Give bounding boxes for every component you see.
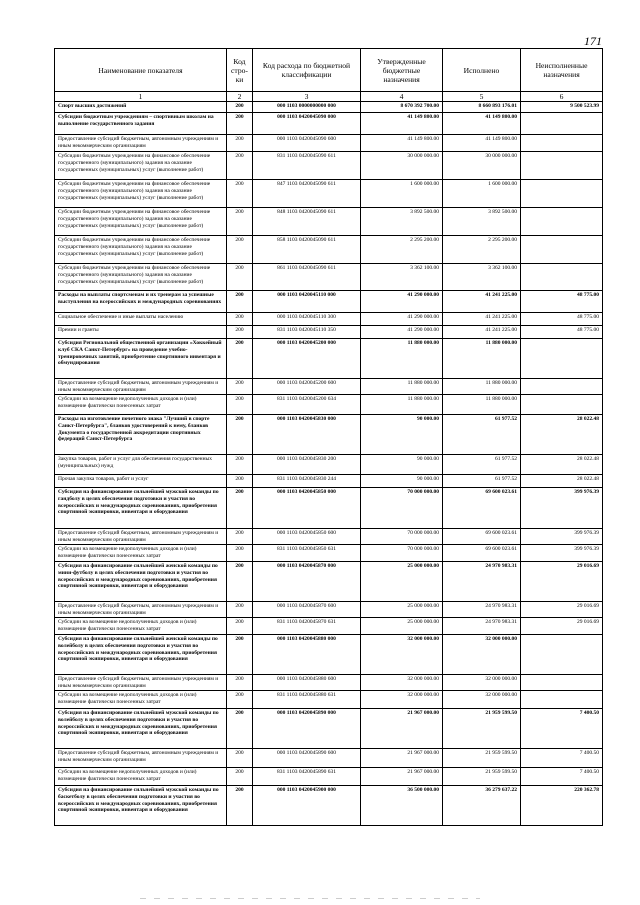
row-unexecuted [521,379,603,395]
table-row [55,208,603,236]
table-row [55,602,603,618]
row-unexecuted [521,152,603,180]
row-name: Расходы на изготовление почетного знака "Лучший в спорте Санкт-Петербурга", бланков удостоверений к нему, бланков Документа о государственной аккредитации спортивных федераций Санкт-Петербурга [55,415,227,455]
row-executed: 21 959 599.50 [443,749,521,768]
row-unexecuted: 7 400.50 [521,749,603,768]
row-code: 200 [227,395,253,415]
header-code: Код стро-ки [227,49,253,92]
row-kbk: 000 1103 0420045200 000 [253,339,361,379]
table-row [55,291,603,313]
row-code: 200 [227,529,253,545]
table-row [55,675,603,691]
row-approved: 41 290 000.00 [361,313,443,326]
row-approved: 30 000 000.00 [361,152,443,180]
row-unexecuted: 29 016.69 [521,602,603,618]
table-row [55,113,603,135]
row-code: 200 [227,749,253,768]
row-executed: 32 000 000.00 [443,675,521,691]
row-kbk: 000 1103 0420045110 000 [253,291,361,313]
row-name: Субсидия Региональной общественной организации «Хоккейный клуб СКА Санкт-Петербург» на проведение учебно-тренировочных занятий, приобретение спортивного инвентаря и обмундирования [55,339,227,379]
row-name: Субсидии бюджетным учреждениям на финансовое обеспечение государственного (муниципального) задания на оказание государственных (муниципальных) услуг (выполнение работ) [55,152,227,180]
row-name: Премии и гранты [55,326,227,339]
table-row [55,102,603,113]
row-approved: 70 000 000.00 [361,545,443,562]
row-unexecuted [521,264,603,291]
row-name: Субсидии на возмещение недополученных доходов и (или) возмещение фактически понесенных затрат [55,768,227,786]
row-executed: 24 970 983.31 [443,602,521,618]
table-row [55,545,603,562]
row-kbk: 831 1103 0420045110 350 [253,326,361,339]
row-name: Субсидии бюджетным учреждениям на финансовое обеспечение государственного (муниципального) задания на оказание государственных (муниципальных) услуг (выполнение работ) [55,264,227,291]
row-code: 200 [227,152,253,180]
row-executed: 21 959 599.50 [443,768,521,786]
table-row [55,415,603,455]
row-code: 200 [227,602,253,618]
table-row [55,618,603,635]
row-executed: 24 970 983.31 [443,618,521,635]
row-kbk: 000 1103 0420045880 600 [253,675,361,691]
row-kbk: 000 1103 0420045110 300 [253,313,361,326]
row-unexecuted: 28 022.48 [521,415,603,455]
row-name: Субсидии бюджетным учреждениям на финансовое обеспечение государственного (муниципального) задания на оказание государственных (муниципальных) услуг (выполнение работ) [55,208,227,236]
row-name: Субсидия на финансирование сильнейшей женской команды по волейболу в целях обеспечения подготовки и участия во всероссийских и международных соревнованиях, приобретения спортивной экипировки, инвентаря и оборудования [55,635,227,675]
row-unexecuted [521,208,603,236]
row-unexecuted: 399 976.39 [521,529,603,545]
row-approved: 11 880 000.00 [361,339,443,379]
row-name: Субсидии на возмещение недополученных доходов и (или) возмещение фактически понесенных затрат [55,691,227,709]
row-unexecuted: 28 022.48 [521,455,603,475]
row-code: 200 [227,786,253,826]
row-name: Предоставление субсидий бюджетным, автономным учреждениям и иным некоммерческим организациям [55,379,227,395]
table-row [55,529,603,545]
row-unexecuted: 29 016.69 [521,618,603,635]
table-row [55,135,603,152]
table-row [55,749,603,768]
row-code: 200 [227,102,253,113]
row-code: 200 [227,208,253,236]
table-row [55,313,603,326]
table-row [55,152,603,180]
row-executed: 69 600 023.61 [443,529,521,545]
row-kbk: 000 1103 0000000000 000 [253,102,361,113]
table-row [55,635,603,675]
row-code: 200 [227,379,253,395]
row-approved: 11 880 000.00 [361,395,443,415]
row-name: Закупка товаров, работ и услуг для обеспечения государственных (муниципальных) нужд [55,455,227,475]
row-kbk: 848 1103 0420045090 611 [253,208,361,236]
row-code: 200 [227,236,253,264]
row-executed: 41 241 225.00 [443,313,521,326]
row-approved: 3 892 500.00 [361,208,443,236]
header-row [55,49,603,92]
row-unexecuted: 7 400.50 [521,709,603,749]
row-kbk: 831 1103 0420045850 631 [253,545,361,562]
row-executed: 11 880 000.00 [443,339,521,379]
row-executed: 2 295 200.00 [443,236,521,264]
row-executed: 11 880 000.00 [443,395,521,415]
row-name: Субсидии на возмещение недополученных доходов и (или) возмещение фактически понесенных затрат [55,395,227,415]
row-executed: 3 892 500.00 [443,208,521,236]
table-body [55,102,603,826]
table-row [55,562,603,602]
budget-execution-table [54,48,603,826]
row-unexecuted [521,236,603,264]
row-approved: 3 362 100.00 [361,264,443,291]
row-name: Предоставление субсидий бюджетным, автономным учреждениям и иным некоммерческим организациям [55,675,227,691]
row-executed: 41 241 225.00 [443,326,521,339]
row-code: 200 [227,635,253,675]
table-row [55,264,603,291]
table-row [55,691,603,709]
table-row [55,768,603,786]
column-number: 2 [227,92,253,102]
row-executed: 69 600 023.61 [443,488,521,529]
row-unexecuted [521,691,603,709]
row-name: Предоставление субсидий бюджетным, автономным учреждениям и иным некоммерческим организациям [55,749,227,768]
row-unexecuted: 28 022.48 [521,475,603,488]
table-row [55,475,603,488]
row-code: 200 [227,709,253,749]
row-executed: 41 149 800.00 [443,135,521,152]
row-approved: 90 000.00 [361,455,443,475]
row-kbk: 000 1103 0420045850 000 [253,488,361,529]
row-approved: 41 149 800.00 [361,135,443,152]
row-unexecuted [521,180,603,208]
row-approved: 21 967 000.00 [361,749,443,768]
table-row [55,236,603,264]
table-row [55,455,603,475]
row-executed: 69 600 023.61 [443,545,521,562]
row-unexecuted: 29 016.69 [521,562,603,602]
row-unexecuted: 7 400.50 [521,768,603,786]
row-kbk: 831 1103 0420045830 244 [253,475,361,488]
row-name: Субсидии бюджетным учреждениям на финансовое обеспечение государственного (муниципального) задания на оказание государственных (муниципальных) услуг (выполнение работ) [55,236,227,264]
row-approved: 90 000.00 [361,475,443,488]
row-approved: 11 880 000.00 [361,379,443,395]
row-approved: 32 000 000.00 [361,691,443,709]
table-row [55,180,603,208]
row-code: 200 [227,545,253,562]
row-approved: 36 500 000.00 [361,786,443,826]
row-code: 200 [227,415,253,455]
row-executed: 32 000 000.00 [443,635,521,675]
row-kbk: 831 1103 0420045880 631 [253,691,361,709]
row-executed: 32 000 000.00 [443,691,521,709]
row-unexecuted [521,675,603,691]
row-kbk: 831 1103 0420045870 631 [253,618,361,635]
row-kbk: 831 1103 0420045090 611 [253,152,361,180]
row-executed: 36 279 637.22 [443,786,521,826]
page-number: 171 [584,34,602,48]
row-executed: 41 149 800.00 [443,113,521,135]
row-unexecuted [521,113,603,135]
row-kbk: 000 1103 0420045830 200 [253,455,361,475]
row-kbk: 000 1103 0420045850 600 [253,529,361,545]
row-code: 200 [227,768,253,786]
row-name: Предоставление субсидий бюджетным, автономным учреждениям и иным некоммерческим организациям [55,529,227,545]
row-kbk: 000 1103 0420045830 000 [253,415,361,455]
row-executed: 61 977.52 [443,455,521,475]
row-code: 200 [227,455,253,475]
row-code: 200 [227,618,253,635]
row-unexecuted: 220 362.78 [521,786,603,826]
column-number: 3 [253,92,361,102]
row-approved: 1 600 000.00 [361,180,443,208]
row-kbk: 000 1103 0420045890 600 [253,749,361,768]
row-name: Субсидии на возмещение недополученных доходов и (или) возмещение фактически понесенных затрат [55,618,227,635]
row-approved: 90 000.00 [361,415,443,455]
row-unexecuted: 48 775.00 [521,313,603,326]
row-unexecuted [521,395,603,415]
row-code: 200 [227,113,253,135]
row-code: 200 [227,475,253,488]
row-executed: 61 977.52 [443,415,521,455]
row-unexecuted: 48 775.00 [521,291,603,313]
table-row [55,326,603,339]
row-kbk: 000 1103 0420045890 000 [253,709,361,749]
row-unexecuted: 9 500 523.99 [521,102,603,113]
row-executed: 61 977.52 [443,475,521,488]
row-code: 200 [227,264,253,291]
row-approved: 41 290 000.00 [361,326,443,339]
row-kbk: 831 1103 0420045200 634 [253,395,361,415]
header-approved: Утвержденные бюджетные назначения [361,49,443,92]
row-executed: 11 880 000.00 [443,379,521,395]
row-unexecuted: 399 976.39 [521,488,603,529]
column-number: 6 [521,92,603,102]
row-approved: 41 149 800.00 [361,113,443,135]
row-approved: 32 000 000.00 [361,675,443,691]
row-code: 200 [227,691,253,709]
row-code: 200 [227,675,253,691]
row-executed: 30 000 000.00 [443,152,521,180]
row-unexecuted [521,339,603,379]
header-unexecuted: Неисполненные назначения [521,49,603,92]
row-name: Спорт высших достижений [55,102,227,113]
row-kbk: 000 1103 0420045880 000 [253,635,361,675]
header-kbk: Код расхода по бюджетной классификации [253,49,361,92]
table-row [55,395,603,415]
row-name: Субсидии бюджетным учреждениям на финансовое обеспечение государственного (муниципального) задания на оказание государственных (муниципальных) услуг (выполнение работ) [55,180,227,208]
row-name: Прочая закупка товаров, работ и услуг [55,475,227,488]
row-approved: 8 670 392 700.00 [361,102,443,113]
row-unexecuted: 48 775.00 [521,326,603,339]
table-row [55,379,603,395]
row-approved: 21 967 000.00 [361,768,443,786]
row-approved: 25 000 000.00 [361,602,443,618]
row-code: 200 [227,135,253,152]
header-executed: Исполнено [443,49,521,92]
row-name: Субсидия на финансирование сильнейшей мужской команды по волейболу в целях обеспечения подготовки и участия во всероссийских и международных соревнованиях, приобретения спортивной экипировки, инвентаря и оборудования [55,709,227,749]
row-approved: 32 000 000.00 [361,635,443,675]
row-kbk: 858 1103 0420045090 611 [253,236,361,264]
column-number-row [55,92,603,102]
row-kbk: 861 1103 0420045090 611 [253,264,361,291]
scan-artifact [140,898,480,899]
row-name: Предоставление субсидий бюджетным, автономным учреждениям и иным некоммерческим организациям [55,135,227,152]
row-executed: 41 241 225.00 [443,291,521,313]
table-row [55,709,603,749]
row-approved: 41 290 000.00 [361,291,443,313]
row-executed: 21 959 599.50 [443,709,521,749]
row-code: 200 [227,291,253,313]
row-approved: 2 295 200.00 [361,236,443,264]
row-approved: 70 000 000.00 [361,488,443,529]
row-name: Субсидии бюджетным учреждениям – спортивным школам на выполнение государственного задания [55,113,227,135]
row-approved: 25 000 000.00 [361,562,443,602]
table-row [55,339,603,379]
row-code: 200 [227,339,253,379]
row-name: Субсидия на финансирование сильнейшей мужской команды по гандболу в целях обеспечения подготовки и участия во всероссийских и международных соревнованиях, приобретения спортивной экипировки, инвентаря и оборудования [55,488,227,529]
row-kbk: 000 1103 0420045900 000 [253,786,361,826]
column-number: 1 [55,92,227,102]
row-name: Субсидии на возмещение недополученных доходов и (или) возмещение фактически понесенных затрат [55,545,227,562]
row-unexecuted [521,635,603,675]
row-code: 200 [227,313,253,326]
row-approved: 25 000 000.00 [361,618,443,635]
row-kbk: 000 1103 0420045090 000 [253,113,361,135]
row-kbk: 847 1103 0420045090 611 [253,180,361,208]
row-name: Субсидия на финансирование сильнейшей женской команды по мини-футболу в целях обеспечения подготовки и участия во всероссийских и международных соревнованиях, приобретения спортивной экипировки, инвентаря и оборудования [55,562,227,602]
row-executed: 8 660 893 176.01 [443,102,521,113]
row-approved: 21 967 000.00 [361,709,443,749]
row-code: 200 [227,562,253,602]
row-unexecuted: 399 976.39 [521,545,603,562]
column-number: 4 [361,92,443,102]
row-code: 200 [227,488,253,529]
row-executed: 1 600 000.00 [443,180,521,208]
row-name: Расходы на выплаты спортсменам и их тренерам за успешные выступления на всероссийских и международных соревнованиях [55,291,227,313]
row-kbk: 000 1103 0420045870 600 [253,602,361,618]
row-kbk: 000 1103 0420045200 600 [253,379,361,395]
table-row [55,488,603,529]
table-row [55,786,603,826]
row-name: Социальное обеспечение и иные выплаты населению [55,313,227,326]
row-kbk: 000 1103 0420045870 000 [253,562,361,602]
row-kbk: 831 1103 0420045890 631 [253,768,361,786]
row-code: 200 [227,326,253,339]
row-code: 200 [227,180,253,208]
row-kbk: 000 1103 0420045090 600 [253,135,361,152]
header-name: Наименование показателя [55,49,227,92]
row-executed: 3 362 100.00 [443,264,521,291]
row-executed: 24 970 983.31 [443,562,521,602]
row-name: Предоставление субсидий бюджетным, автономным учреждениям и иным некоммерческим организациям [55,602,227,618]
row-unexecuted [521,135,603,152]
row-name: Субсидия на финансирование сильнейшей мужской команды по баскетболу в целях обеспечения подготовки и участия во всероссийских и международных соревнованиях, приобретения спортивной экипировки, инвентаря и оборудования [55,786,227,826]
row-approved: 70 000 000.00 [361,529,443,545]
column-number: 5 [443,92,521,102]
